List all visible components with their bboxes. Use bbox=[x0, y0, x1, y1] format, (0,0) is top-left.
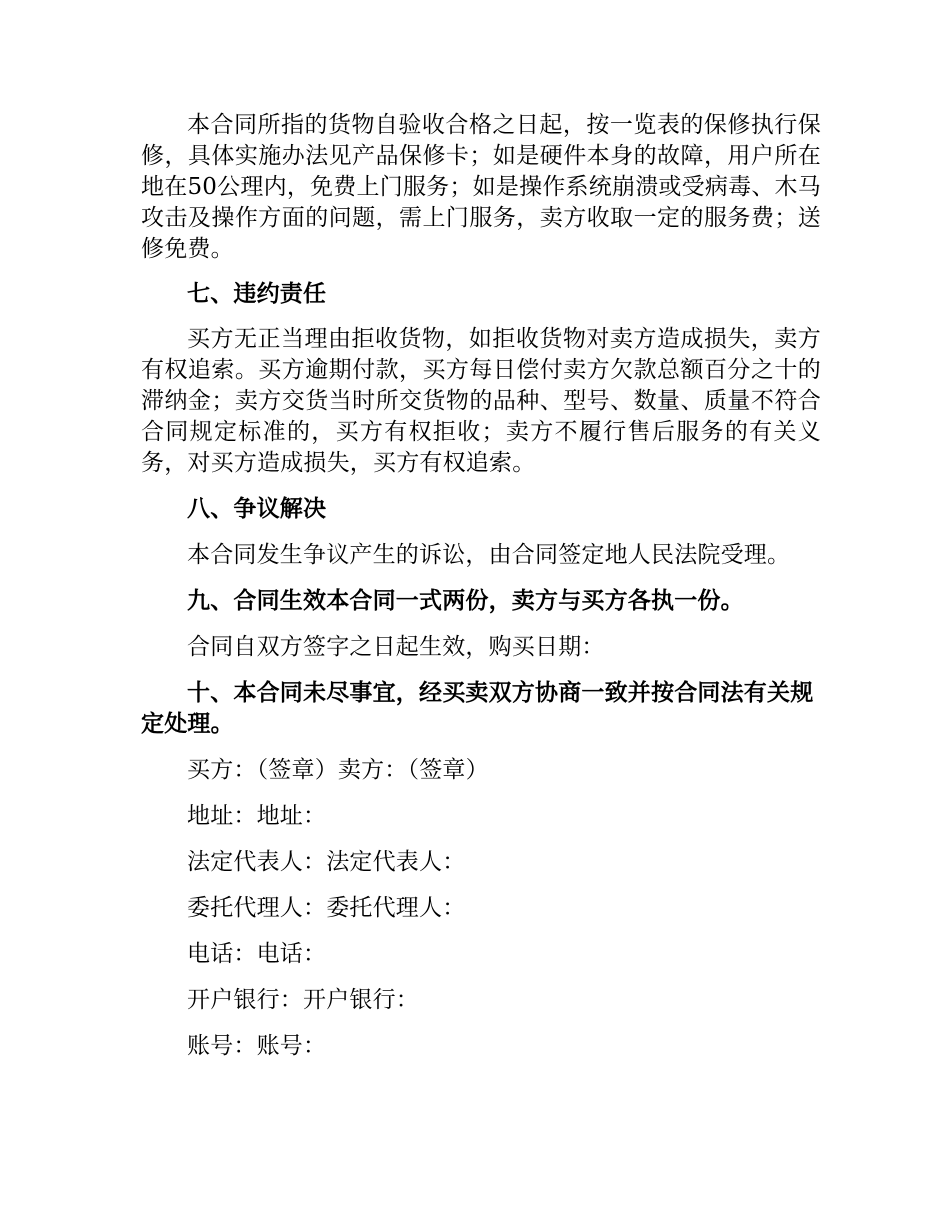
signature-account-line: 账号：账号： bbox=[187, 1033, 327, 1059]
effective-paragraph: 合同自双方签字之日起生效，购买日期： bbox=[187, 634, 605, 660]
section-8-heading: 八、争议解决 bbox=[187, 496, 327, 522]
breach-paragraph: 买方无正当理由拒收货物，如拒收货物对卖方造成损失，卖方有权追索。买方逾期付款，买方每日偿付卖方欠款总额百分之十的滞纳金；卖方交货当时所交货物的品种、型号、数量、质量不符合合同规定标准的，买方有权拒收；卖方不履行售后服务的有关义务，对买方造成损失，买方有权追索。 bbox=[141, 326, 821, 476]
signature-bank-line: 开户银行：开户银行： bbox=[187, 987, 419, 1013]
section-10-heading: 十、本合同未尽事宜，经买卖双方协商一致并按合同法有关规定处理。 bbox=[141, 680, 814, 737]
signature-seal-line: 买方：（签章）卖方：（签章） bbox=[187, 757, 489, 783]
signature-agent-line: 委托代理人：委托代理人： bbox=[187, 895, 466, 921]
section-7-heading: 七、违约责任 bbox=[187, 281, 327, 307]
signature-address-line: 地址：地址： bbox=[187, 803, 327, 829]
warranty-paragraph: 本合同所指的货物自验收合格之日起，按一览表的保修执行保修，具体实施办法见产品保修卡；如是硬件本身的故障，用户所在地在50公理内，免费上门服务；如是操作系统崩溃或受病毒、木马攻击及操作方面的问题，需上门服务，卖方收取一定的服务费；送修免费。 bbox=[141, 112, 821, 262]
section-9-heading: 九、合同生效本合同一式两份，卖方与买方各执一份。 bbox=[187, 588, 744, 614]
signature-legal-rep-line: 法定代表人：法定代表人： bbox=[187, 849, 466, 875]
contract-page bbox=[141, 110, 821, 1062]
signature-phone-line: 电话：电话： bbox=[187, 941, 327, 967]
dispute-paragraph: 本合同发生争议产生的诉讼，由合同签定地人民法院受理。 bbox=[187, 542, 791, 568]
